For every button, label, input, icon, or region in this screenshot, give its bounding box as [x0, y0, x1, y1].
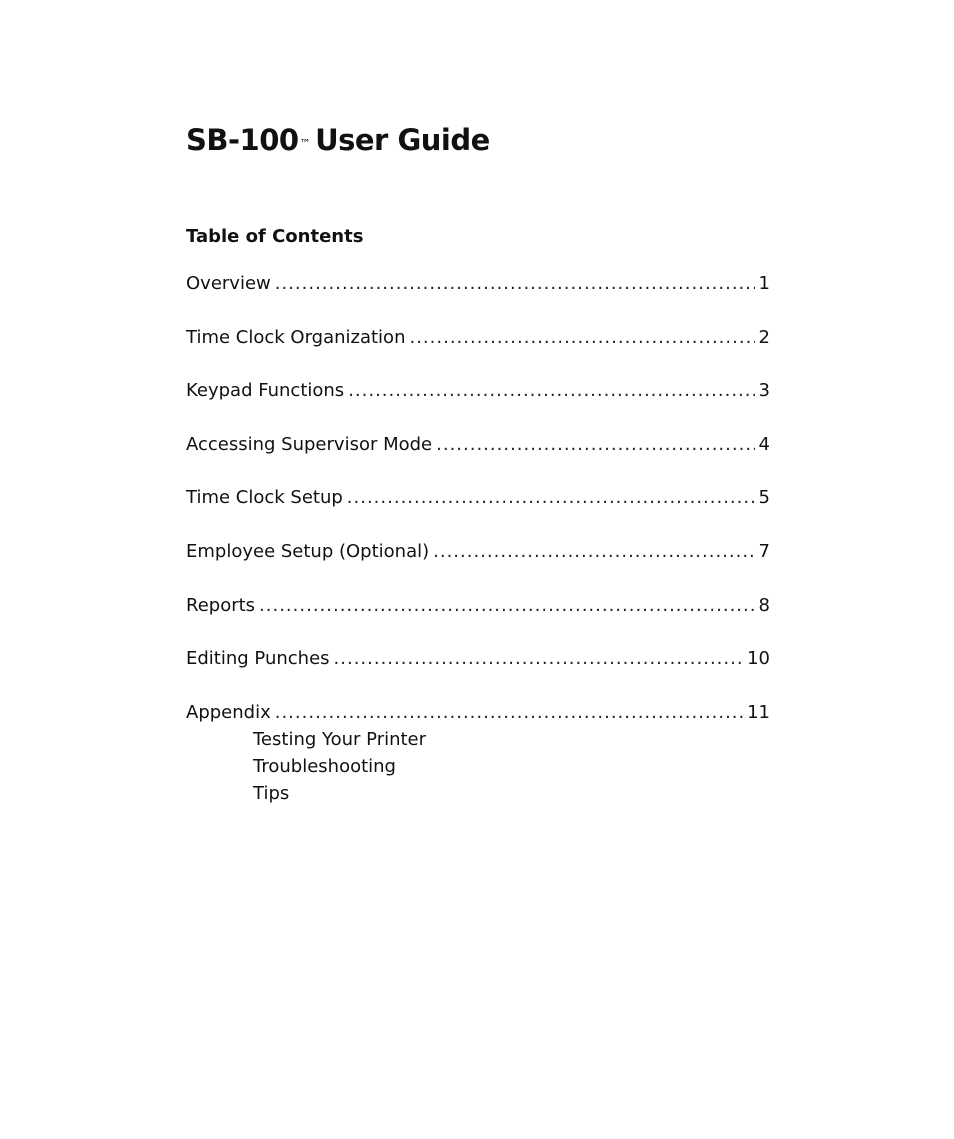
appendix-subsection-container [186, 726, 770, 807]
dot-leader [436, 431, 754, 458]
dot-leader [409, 324, 754, 351]
toc-entry-page: 1 [758, 273, 770, 294]
toc-entry-time-clock-organization [186, 324, 770, 351]
toc-heading: Table of Contents [186, 226, 364, 247]
toc-entry-overview [186, 270, 770, 297]
appendix-subitem-troubleshooting: Troubleshooting [253, 755, 396, 777]
dot-leader [275, 699, 743, 726]
table-of-contents [186, 270, 770, 807]
toc-entry-label: Keypad Functions [186, 380, 345, 402]
toc-entry-page: 2 [758, 326, 770, 348]
toc-entry-label: Appendix [186, 701, 271, 723]
toc-entry-label: Overview [186, 273, 271, 294]
appendix-subitem-testing-printer: Testing Your Printer [253, 728, 427, 750]
toc-entry-editing-punches [186, 645, 770, 672]
dot-leader [433, 538, 754, 565]
toc-entry-page: 7 [758, 540, 770, 562]
dot-leader [259, 592, 755, 619]
title-product: SB-100 [186, 123, 299, 157]
toc-entry-label: Time Clock Setup [186, 487, 343, 509]
toc-entry-label: Reports [186, 594, 256, 616]
document-title [186, 121, 490, 159]
toc-entry-keypad-functions [186, 377, 770, 404]
toc-entry-page: 8 [758, 594, 770, 616]
toc-entry-page: 5 [758, 487, 770, 509]
toc-entry-employee-setup [186, 538, 770, 565]
trademark-symbol: ™ [299, 137, 311, 150]
toc-entry-label: Employee Setup (Optional) [186, 540, 430, 562]
toc-entry-accessing-supervisor-mode [186, 431, 770, 458]
toc-entry-appendix [186, 699, 770, 726]
toc-entry-label: Time Clock Organization [186, 326, 406, 348]
appendix-subsections [186, 726, 770, 807]
toc-entry-page: 11 [747, 701, 770, 723]
toc-entry-page: 10 [747, 648, 770, 670]
appendix-subitem-tips: Tips [253, 782, 290, 804]
toc-entry-reports [186, 592, 770, 619]
dot-leader [348, 377, 754, 404]
title-rest: User Guide [315, 123, 490, 157]
dot-leader [347, 484, 755, 511]
toc-entry-page: 4 [758, 433, 770, 455]
toc-entry-label: Accessing Supervisor Mode [186, 433, 433, 455]
toc-entry-time-clock-setup [186, 484, 770, 511]
toc-entry-label: Editing Punches [186, 648, 330, 670]
dot-leader [275, 270, 755, 297]
toc-entry-page: 3 [758, 380, 770, 402]
dot-leader [334, 645, 744, 672]
